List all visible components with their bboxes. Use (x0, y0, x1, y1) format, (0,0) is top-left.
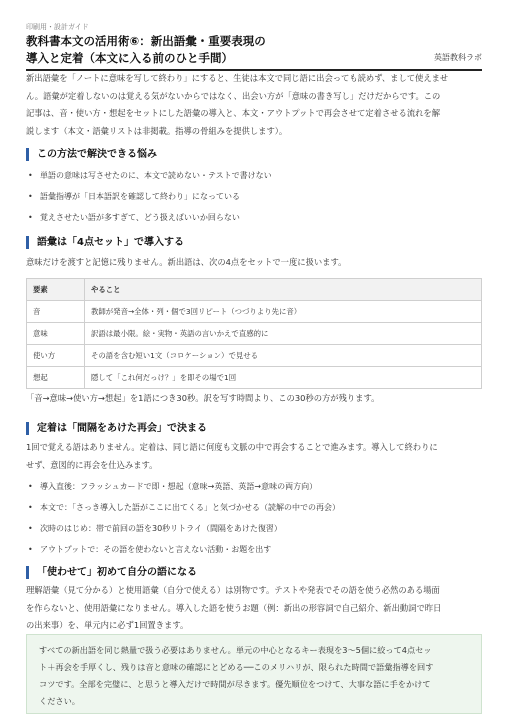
lead-line: の出来事）を、単元内に必ず1回置きます。 (26, 620, 189, 630)
section-heading-use-it: 「使わせて」初めて自分の語になる (26, 566, 482, 579)
note-line: ください。 (39, 696, 80, 706)
page-title (26, 33, 406, 67)
table-row (27, 367, 482, 389)
intro-paragraph (26, 70, 482, 140)
title-line-1: 教科書本文の活用術⑥：新出語彙・重要表現の (26, 34, 266, 48)
title-line-2: 導入と定着（本文に入る前のひと手間） (26, 51, 233, 65)
table-cell: 音 (27, 301, 85, 323)
list-item: • 次時のはじめ：帯で前回の語を30秒リトライ（間隔をあけた復習） (26, 518, 482, 539)
list-item: • 単語の意味は写させたのに、本文で読めない・テストで書けない (26, 165, 482, 186)
intro-line: 新出語彙を「ノートに意味を写して終わり」にすると、生徒は本文で同じ語に出会っても読めず、まして使えませ (26, 73, 449, 83)
table-row (27, 301, 482, 323)
table-cell: 訳語は最小限。絵・実物・英語の言いかえで直感的に (85, 323, 482, 345)
vocab-table (26, 278, 482, 389)
list-item: • 導入直後：フラッシュカードで即・想起（意味→英語、英語→意味の両方向） (26, 476, 482, 497)
list-item: • 語彙指導が「日本語訳を確認して終わり」になっている (26, 186, 482, 207)
section-heading-problems: この方法で解決できる悩み (26, 148, 482, 161)
table-cell: 教師が発音→全体・列・個で3回リピート（つづりより先に音） (85, 301, 482, 323)
problem-list (26, 165, 482, 228)
lead-line: を作らないと、使用語彙になりません。導入した語を使うお題（例：新出の形容詞で自己紹介、新出動詞で昨日 (26, 602, 442, 613)
list-item: • 覚えさせたい語が多すぎて、どう扱えばいいか回らない (26, 207, 482, 228)
table-cell: 隠して「これ何だっけ？」を即その場で1回 (85, 367, 482, 389)
list-item: • 本文で：「さっき導入した語がここに出てくる」と気づかせる（読解の中での再会） (26, 497, 482, 518)
lead-line: 理解語彙（見て分かる）と使用語彙（自分で使える）は別物です。テストや発表でその語を使う必然のある場面 (26, 585, 440, 595)
table-header-row (27, 279, 482, 301)
tip-note-box (26, 634, 482, 714)
section2-lead: 意味だけを渡すと記憶に残りません。新出語は、次の4点をセットで一度に扱います。 (26, 257, 347, 267)
list-item: • アウトプットで：その語を使わないと言えない活動・お題を出す (26, 539, 482, 560)
review-list (26, 476, 482, 560)
vocab-table-wrapper (26, 278, 482, 389)
intro-line: ん。語彙が定着しないのは覚える気がないからではなく、出会い方が「意味の書き写し」だけだからです。この (26, 90, 441, 101)
table-cell: 想起 (27, 367, 85, 389)
table-header-cell: 要素 (27, 279, 85, 301)
brand-label: 英語教科ラボ (434, 53, 482, 62)
section-heading-four-set: 語彙は「4点セット」で導入する (26, 236, 482, 249)
eyebrow-label: 印刷用・設計ガイド (26, 23, 89, 31)
section4-lead (26, 582, 482, 635)
lead-line: 1回で覚える語はありません。定着は、同じ語に何度も文脈の中で再会することで進みます。導入して終わりに (26, 442, 438, 452)
section-heading-spaced-review: 定着は「間隔をあけた再会」で決まる (26, 422, 482, 435)
note-line: ト＋再会を手厚くし、残りは音と意味の確認にとどめる──このメリハリが、限られた時間で語彙指導を回す (39, 662, 434, 672)
table-header-cell: やること (85, 279, 482, 301)
lead-line: せず、意図的に再会を仕込みます。 (26, 459, 158, 470)
note-line: コツです。全部を完璧に、と思うと導入だけで時間が尽きます。優先順位をつけて、大事な語に手をかけて (39, 679, 431, 689)
note-line: すべての新出語を同じ熱量で扱う必要はありません。単元の中心となるキー表現を3〜5個に絞って4点セッ (39, 645, 432, 655)
section2-summary: 「音→意味→使い方→想起」を1語につき30秒。訳を写す時間より、この30秒の方が残ります。 (26, 393, 380, 403)
table-row (27, 345, 482, 367)
table-cell: その語を含む短い1文（コロケーション）で見せる (85, 345, 482, 367)
intro-line: 記事は、音・使い方・想起をセットにした語彙の導入と、本文・アウトプットで再会させて定着させる流れを解 (26, 108, 441, 118)
intro-line: 説します（本文・語彙リストは非掲載。指導の骨組みを提供します）。 (26, 125, 288, 136)
section3-lead (26, 439, 482, 474)
table-cell: 意味 (27, 323, 85, 345)
table-cell: 使い方 (27, 345, 85, 367)
table-row (27, 323, 482, 345)
